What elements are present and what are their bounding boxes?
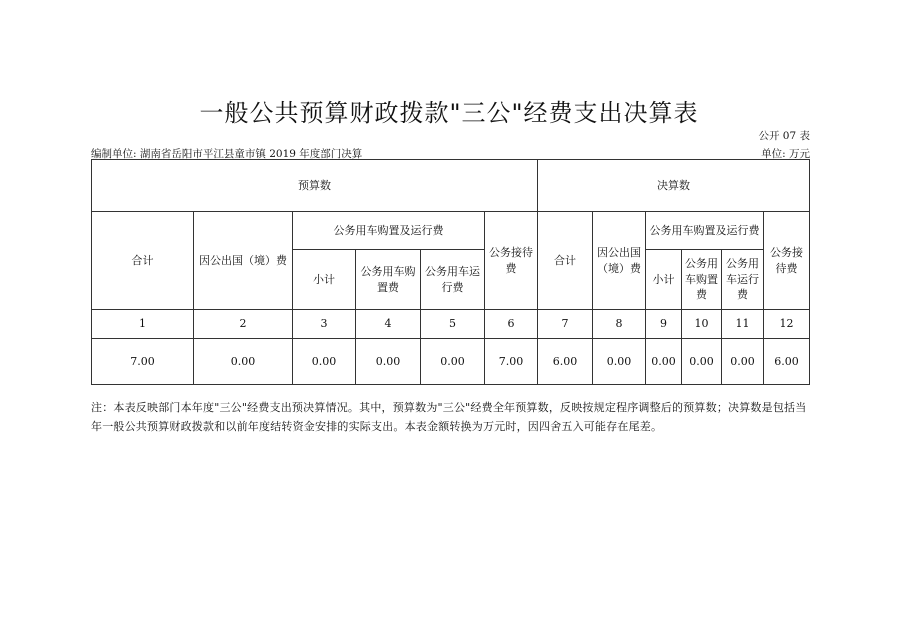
budget-vehicle-operation-header: 公务用车运行费: [421, 250, 485, 310]
column-number: 8: [593, 310, 646, 339]
column-number: 10: [682, 310, 722, 339]
value-cell: 0.00: [682, 339, 722, 385]
budget-vehicle-purchase-header: 公务用车购置费: [356, 250, 421, 310]
column-number: 3: [293, 310, 356, 339]
budget-vehicle-group-header: 公务用车购置及运行费: [293, 212, 485, 250]
column-number: 9: [646, 310, 682, 339]
amount-unit: 单位: 万元: [761, 148, 810, 160]
value-cell: 6.00: [764, 339, 810, 385]
final-group-header: 决算数: [538, 160, 810, 212]
final-subtotal-header: 小计: [646, 250, 682, 310]
value-cell: 0.00: [593, 339, 646, 385]
value-cell: 0.00: [293, 339, 356, 385]
column-number: 7: [538, 310, 593, 339]
final-vehicle-purchase-header: 公务用车购置费: [682, 250, 722, 310]
final-vehicle-operation-header: 公务用车运行费: [722, 250, 764, 310]
budget-total-header: 合计: [92, 212, 194, 310]
value-row: [92, 339, 810, 385]
value-cell: 7.00: [485, 339, 538, 385]
value-cell: 0.00: [194, 339, 293, 385]
value-cell: 0.00: [722, 339, 764, 385]
value-cell: 7.00: [92, 339, 194, 385]
column-number: 11: [722, 310, 764, 339]
final-reception-header: 公务接待费: [764, 212, 810, 310]
value-cell: 6.00: [538, 339, 593, 385]
column-number: 6: [485, 310, 538, 339]
form-number: 公开 07 表: [758, 130, 810, 142]
compiling-unit: 编制单位: 湖南省岳阳市平江县童市镇 2019 年度部门决算: [91, 148, 363, 160]
value-cell: 0.00: [421, 339, 485, 385]
budget-reception-header: 公务接待费: [485, 212, 538, 310]
budget-group-header: 预算数: [92, 160, 538, 212]
group-header-row: [92, 160, 810, 212]
final-vehicle-group-header: 公务用车购置及运行费: [646, 212, 764, 250]
budget-abroad-header: 因公出国（境）费: [194, 212, 293, 310]
table-note: 注：本表反映部门本年度"三公"经费支出预决算情况。其中，预算数为"三公"经费全年预算数，反映按规定程序调整后的预算数；决算数是包括当年一般公共预算财政拨款和以前年度结转资金安排的实际支出。本表金额转换为万元时，因四舍五入可能存在尾差。: [91, 401, 807, 433]
value-cell: 0.00: [356, 339, 421, 385]
header-row-1: [92, 212, 810, 250]
page-title: 一般公共预算财政拨款"三公"经费支出决算表: [199, 99, 699, 127]
column-number: 5: [421, 310, 485, 339]
final-abroad-header: 因公出国（境）费: [593, 212, 646, 310]
final-total-header: 合计: [538, 212, 593, 310]
column-number-row: [92, 310, 810, 339]
column-number: 1: [92, 310, 194, 339]
value-cell: 0.00: [646, 339, 682, 385]
three-public-expense-table: [91, 159, 810, 385]
column-number: 4: [356, 310, 421, 339]
column-number: 12: [764, 310, 810, 339]
column-number: 2: [194, 310, 293, 339]
budget-subtotal-header: 小计: [293, 250, 356, 310]
